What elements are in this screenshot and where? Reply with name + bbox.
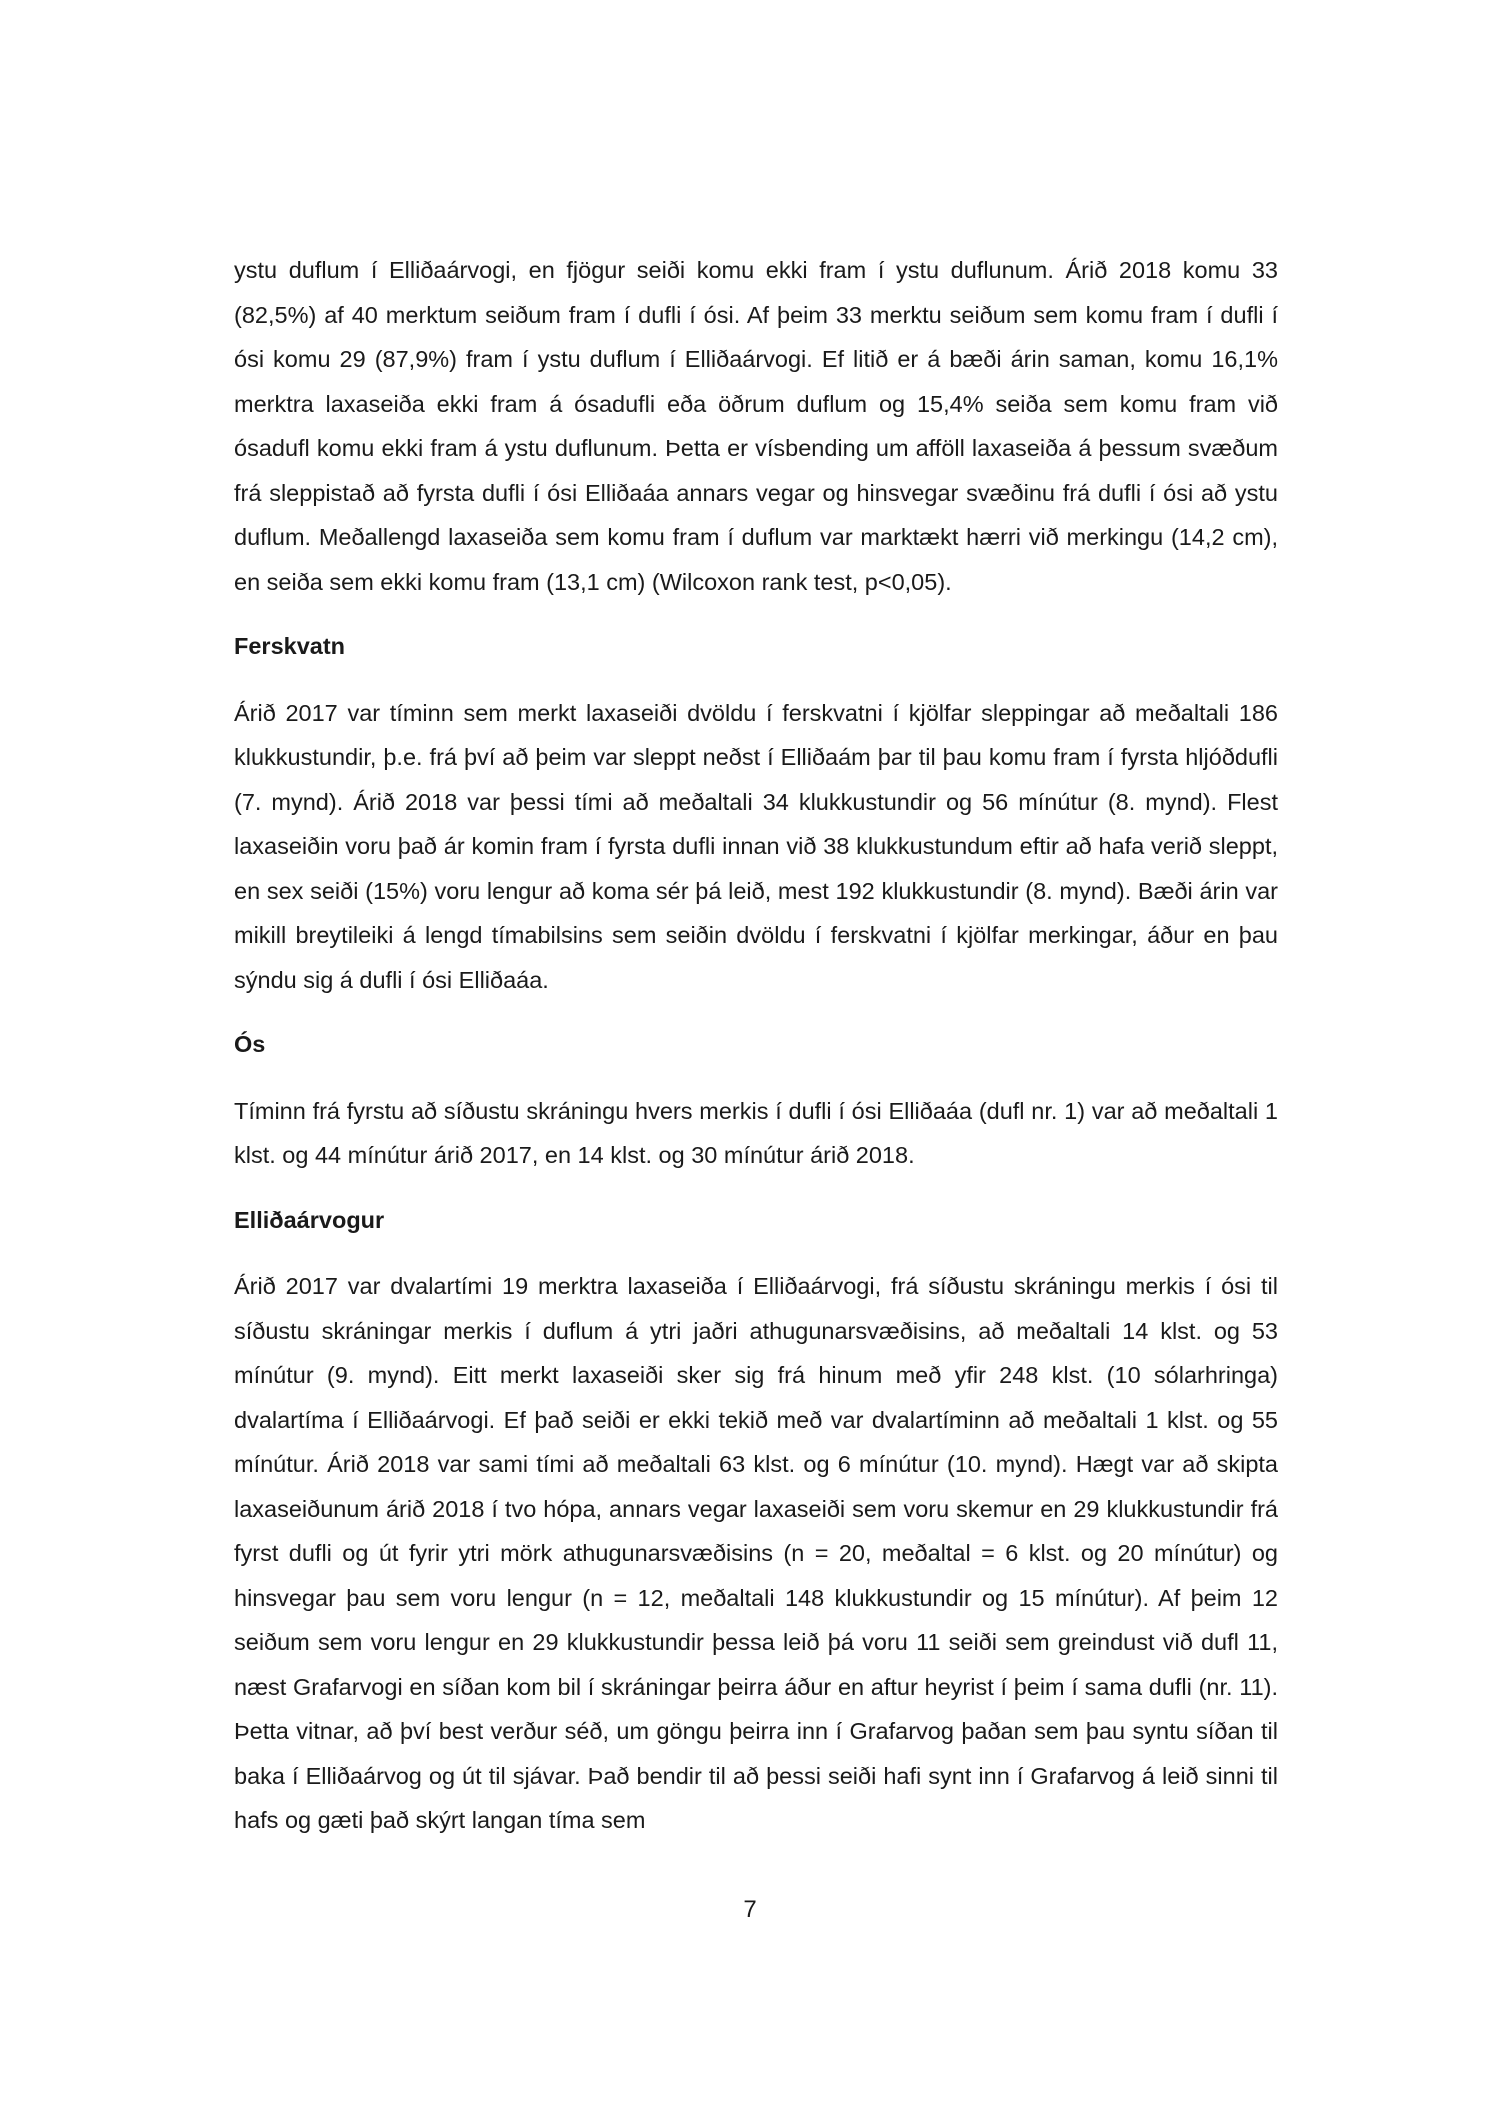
os-paragraph: Tíminn frá fyrstu að síðustu skráningu hvers merkis í dufli í ósi Elliðaáa (dufl nr. 1) var að meðaltali 1 klst. og 44 mínútur árið 2017, en 14 klst. og 30 mínútur árið 2018.: [234, 1097, 1278, 1168]
section-heading-os: Ós: [234, 1031, 266, 1057]
section-heading-ellidaarvogur: Elliðaárvogur: [234, 1206, 385, 1233]
intro-paragraph: ystu duflum í Elliðaárvogi, en fjögur seiði komu ekki fram í ystu duflunum. Árið 2018 komu 33 (82,5%) af 40 merktum seiðum fram í dufli í ósi. Af þeim 33 merktu seiðum sem komu fram í dufli í ósi komu 29 (87,9%) fram í ystu duflum í Elliðaárvogi. Ef litið er á bæði árin saman, komu 16,1% merktra laxaseiða ekki fram á ósadufli eða öðrum duflum og 15,4% seiða sem komu fram við ósadufl komu ekki fram á ystu duflunum. Þetta er vísbending um afföll laxaseiða á þessum svæðum frá sleppistað að fyrsta dufli í ósi Elliðaáa annars vegar og hinsvegar svæðinu frá dufli í ósi að ystu duflum. Meðallengd laxaseiða sem komu fram í duflum var marktækt hærri við merkingu (14,2 cm), en seiða sem ekki komu fram (13,1 cm) (Wilcoxon rank test, p<0,05).: [234, 257, 1278, 595]
ellidaarvogur-paragraph: Árið 2017 var dvalartími 19 merktra laxaseiða í Elliðaárvogi, frá síðustu skráningu merkis í ósi til síðustu skráningar merkis í duflum á ytri jaðri athugunarsvæðisins, að meðaltali 14 klst. og 53 mínútur (9. mynd). Eitt merkt laxaseiði sker sig frá hinum með yfir 248 klst. (10 sólarhringa) dvalartíma í Elliðaárvogi. Ef það seiði er ekki tekið með var dvalartíminn að meðaltali 1 klst. og 55 mínútur. Árið 2018 var sami tími að meðaltali 63 klst. og 6 mínútur (10. mynd). Hægt var að skipta laxaseiðunum árið 2018 í tvo hópa, annars vegar laxaseiði sem voru skemur en 29 klukkustundir frá fyrst dufli og út fyrir ytri mörk athugunarsvæðisins (n = 20, meðaltal = 6 klst. og 20 mínútur) og hinsvegar þau sem voru lengur (n = 12, meðaltali 148 klukkustundir og 15 mínútur). Af þeim 12 seiðum sem voru lengur en 29 klukkustundir þessa leið þá voru 11 seiði sem greindust við dufl 11, næst Grafarvogi en síðan kom bil í skráningar þeirra áður en aftur heyrist í þeim í sama dufli (nr. 11). Þetta vitnar, að því best verður séð, um göngu þeirra inn í Grafarvog þaðan sem þau syntu síðan til baka í Elliðaárvog og út til sjávar. Það bendir til að þessi seiði hafi synt inn í Grafarvog á leið sinni til hafs og gæti það skýrt langan tíma sem: [234, 1273, 1278, 1833]
page-body: [234, 248, 1278, 1843]
ferskvatn-paragraph: Árið 2017 var tíminn sem merkt laxaseiði dvöldu í ferskvatni í kjölfar sleppingar að meðaltali 186 klukkustundir, þ.e. frá því að þeim var sleppt neðst í Elliðaám þar til þau komu fram í fyrsta hljóðdufli (7. mynd). Árið 2018 var þessi tími að meðaltali 34 klukkustundir og 56 mínútur (8. mynd). Flest laxaseiðin voru það ár komin fram í fyrsta dufli innan við 38 klukkustundum eftir að hafa verið sleppt, en sex seiði (15%) voru lengur að koma sér þá leið, mest 192 klukkustundir (8. mynd). Bæði árin var mikill breytileiki á lengd tímabilsins sem seiðin dvöldu í ferskvatni í kjölfar merkingar, áður en þau sýndu sig á dufli í ósi Elliðaáa.: [234, 699, 1278, 993]
page-number: 7: [743, 1896, 757, 1923]
section-heading-ferskvatn: Ferskvatn: [234, 633, 346, 659]
